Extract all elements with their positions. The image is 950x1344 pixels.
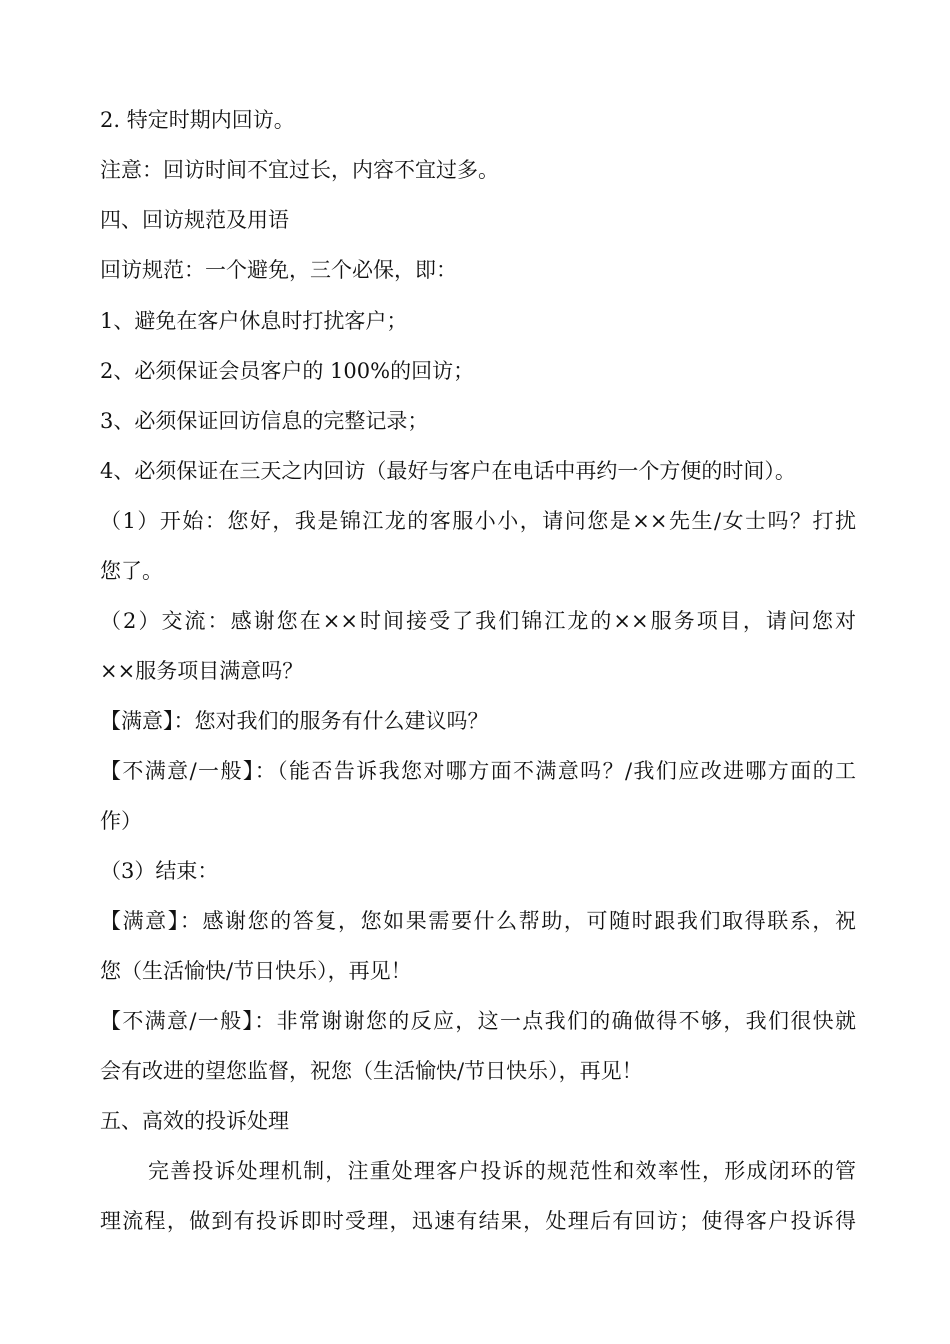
- text-line-rule-2: 2、必须保证会员客户的 100%的回访；: [100, 359, 475, 383]
- paragraph-complaint-line-2: 理流程，做到有投诉即时受理，迅速有结果，处理后有回访；使得客户投诉得: [100, 1209, 856, 1233]
- text-line-script-start-cont: 您了。: [100, 559, 163, 583]
- text-line-rule-4: 4、必须保证在三天之内回访（最好与客户在电话中再约一个方便的时间）。: [100, 459, 796, 483]
- text-line-script-exchange-cont: ××服务项目满意吗？: [100, 659, 304, 683]
- section-heading-4: 四、回访规范及用语: [100, 208, 289, 232]
- text-line-end-satisfied-cont: 您（生活愉快/节日快乐），再见！: [100, 959, 412, 983]
- text-line-script-end: （3）结束：: [100, 859, 219, 883]
- text-line-followup-period: 2. 特定时期内回访。: [100, 108, 295, 132]
- text-line-rule-1: 1、避免在客户休息时打扰客户；: [100, 309, 408, 333]
- text-line-script-exchange: （2）交流：感谢您在××时间接受了我们锦江龙的××服务项目，请问您对: [100, 609, 856, 633]
- text-line-rule-3: 3、必须保证回访信息的完整记录；: [100, 409, 429, 433]
- text-line-followup-rules: 回访规范：一个避免，三个必保，即：: [100, 258, 457, 282]
- text-line-satisfied-reply: 【满意】：您对我们的服务有什么建议吗？: [100, 709, 489, 733]
- text-line-end-unsatisfied-cont: 会有改进的望您监督，祝您（生活愉快/节日快乐），再见！: [100, 1059, 643, 1083]
- text-line-unsatisfied-reply-cont: 作）: [100, 809, 142, 833]
- paragraph-complaint-line-1: 完善投诉处理机制，注重处理客户投诉的规范性和效率性，形成闭环的管: [148, 1159, 856, 1183]
- text-line-unsatisfied-reply: 【不满意/一般】：（能否告诉我您对哪方面不满意吗？/我们应改进哪方面的工: [100, 759, 856, 783]
- text-line-end-satisfied: 【满意】：感谢您的答复，您如果需要什么帮助，可随时跟我们取得联系，祝: [100, 909, 856, 933]
- text-line-note: 注意：回访时间不宜过长，内容不宜过多。: [100, 158, 499, 182]
- text-line-script-start: （1）开始：您好，我是锦江龙的客服小小，请问您是××先生/女士吗？打扰: [100, 509, 856, 533]
- text-line-end-unsatisfied: 【不满意/一般】：非常谢谢您的反应，这一点我们的确做得不够，我们很快就: [100, 1009, 856, 1033]
- section-heading-5: 五、高效的投诉处理: [100, 1109, 289, 1133]
